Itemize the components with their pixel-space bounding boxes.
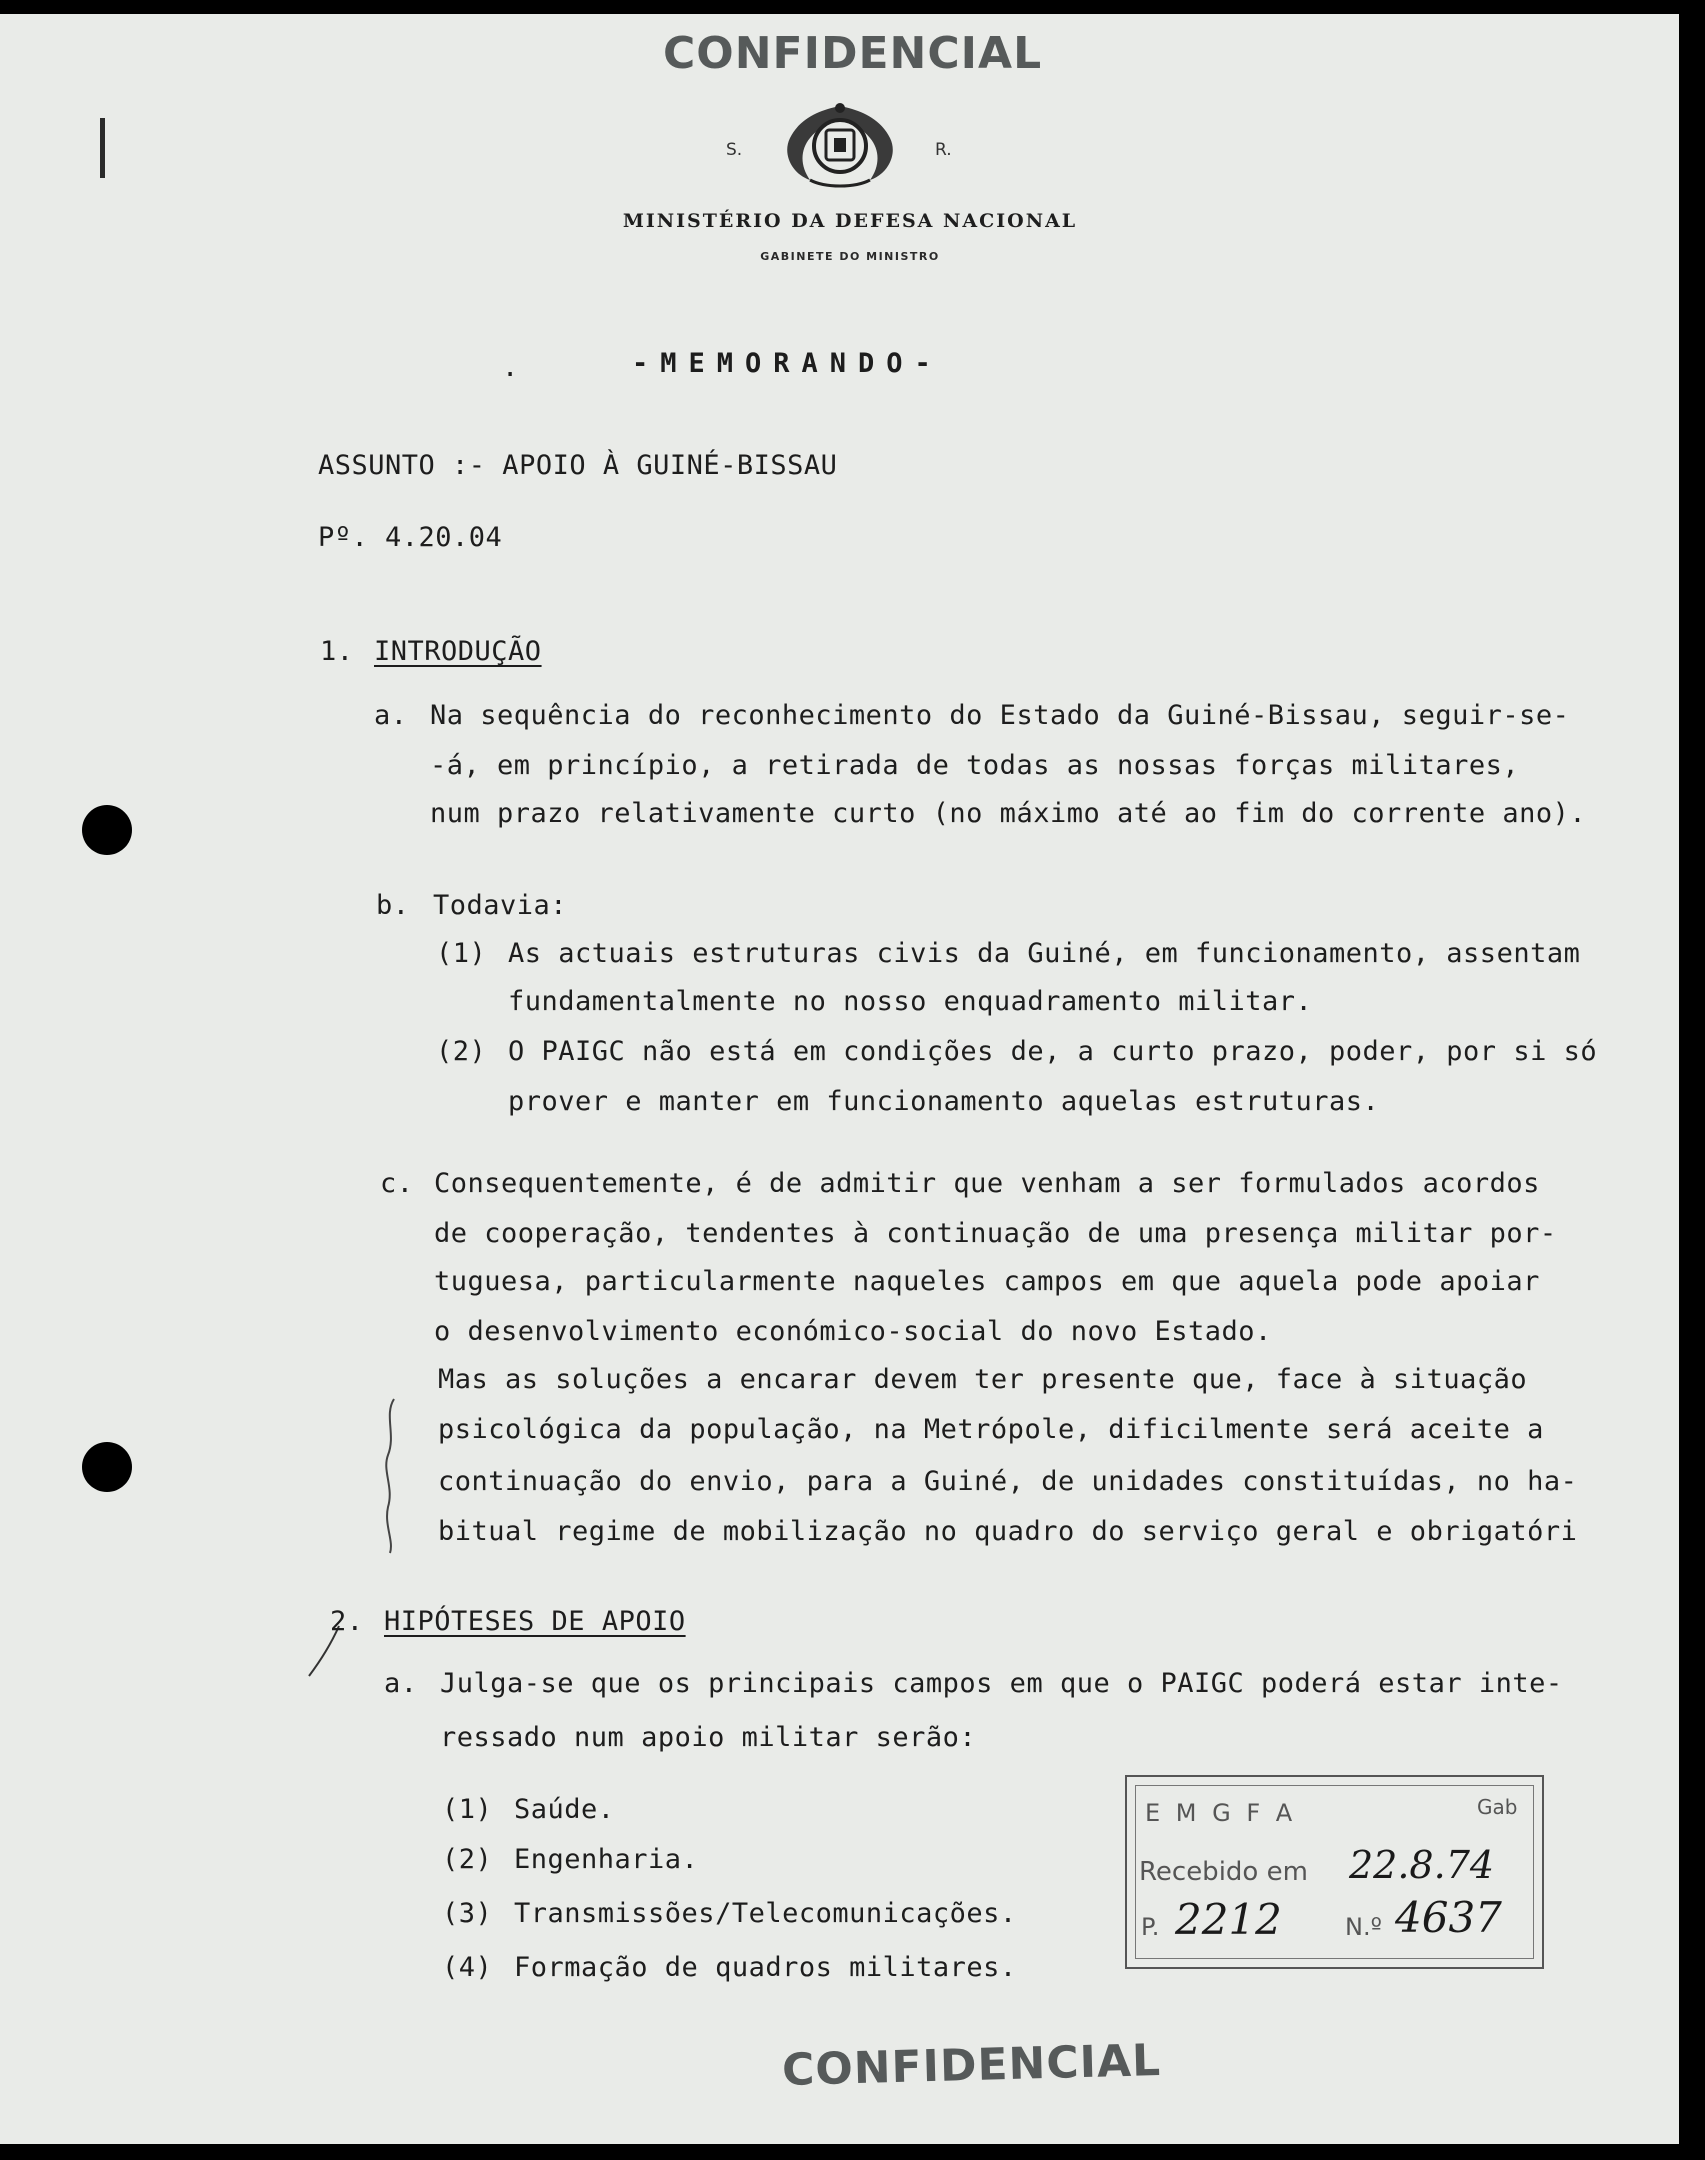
section1-b-marker: b.: [376, 890, 410, 921]
section1-a-marker: a.: [374, 700, 408, 731]
section2-item-marker: (4): [442, 1952, 493, 1983]
section1-heading: INTRODUÇÃO: [374, 636, 542, 667]
section2-a-line: ressado num apoio militar serão:: [440, 1722, 977, 1753]
coat-of-arms-emblem: [770, 98, 910, 190]
punch-hole: [82, 1442, 132, 1492]
section1-c-line: psicológica da população, na Metrópole, dificilmente será aceite a: [438, 1414, 1544, 1445]
section1-c-line: bitual regime de mobilização no quadro do serviço geral e obrigatóri: [438, 1516, 1578, 1547]
stamp-no-number: 4637: [1395, 1893, 1502, 1942]
section1-c-line: Consequentemente, é de admitir que venham a ser formulados acordos: [434, 1168, 1540, 1199]
punch-hole: [82, 805, 132, 855]
confidential-stamp-top: CONFIDENCIAL: [663, 28, 1043, 79]
section2-item-text: Saúde.: [514, 1794, 615, 1825]
header-right-letter: R.: [935, 140, 952, 160]
section1-a-line: num prazo relativamente curto (no máximo até ao fim do corrente ano).: [430, 798, 1587, 829]
section1-b-intro: Todavia:: [433, 890, 568, 921]
stamp-received-date: 22.8.74: [1349, 1843, 1495, 1887]
section2-item-marker: (1): [442, 1794, 493, 1825]
ministry-name: MINISTÉRIO DA DEFESA NACIONAL: [622, 210, 1078, 232]
section2-item-text: Formação de quadros militares.: [514, 1952, 1017, 1983]
section1-b1-line: As actuais estruturas civis da Guiné, em funcionamento, assentam: [508, 938, 1581, 969]
section2-item-marker: (3): [442, 1898, 493, 1929]
stamp-proc-number: 2212: [1175, 1895, 1282, 1944]
section1-b2-marker: (2): [436, 1036, 487, 1067]
memo-process-number: Pº. 4.20.04: [318, 522, 503, 553]
memo-title: -MEMORANDO-: [632, 348, 943, 379]
section1-number: 1.: [320, 636, 354, 667]
header-left-letter: S.: [726, 140, 743, 160]
section1-a-line: Na sequência do reconhecimento do Estado da Guiné-Bissau, seguir-se-: [430, 700, 1570, 731]
margin-brace-mark: [380, 1395, 400, 1555]
memo-subject: ASSUNTO :- APOIO À GUINÉ-BISSAU: [318, 450, 838, 481]
section2-number: 2.: [330, 1606, 364, 1637]
section2-item-text: Transmissões/Telecomunicações.: [514, 1898, 1017, 1929]
section2-heading: HIPÓTESES DE APOIO: [384, 1606, 686, 1637]
stamp-office: Gab: [1477, 1795, 1518, 1819]
section1-b1-marker: (1): [436, 938, 487, 969]
section2-item-text: Engenharia.: [514, 1844, 699, 1875]
section1-b2-line: O PAIGC não está em condições de, a curto prazo, poder, por si só: [508, 1036, 1598, 1067]
scan-border: [0, 2144, 1705, 2160]
stamp-received-label: Recebido em: [1139, 1857, 1308, 1887]
scan-border: [1679, 0, 1705, 2160]
emgfa-receipt-stamp: [1125, 1775, 1544, 1969]
confidential-stamp-bottom: CONFIDENCIAL: [781, 2035, 1162, 2096]
cabinet-name: GABINETE DO MINISTRO: [760, 250, 940, 263]
scan-border: [0, 0, 1705, 14]
section1-b2-line: prover e manter em funcionamento aquelas estruturas.: [508, 1086, 1380, 1117]
section1-c-line: Mas as soluções a encarar devem ter presente que, face à situação: [438, 1364, 1528, 1395]
section2-a-marker: a.: [384, 1668, 418, 1699]
section1-c-line: continuação do envio, para a Guiné, de unidades constituídas, no ha-: [438, 1466, 1578, 1497]
section1-c-line: tuguesa, particularmente naqueles campos em que aquela pode apoiar: [434, 1266, 1540, 1297]
section2-item-marker: (2): [442, 1844, 493, 1875]
section1-a-line: -á, em princípio, a retirada de todas as nossas forças militares,: [430, 750, 1520, 781]
section1-b1-line: fundamentalmente no nosso enquadramento militar.: [508, 986, 1313, 1017]
stamp-org: E M G F A: [1145, 1799, 1297, 1827]
section1-c-line: o desenvolvimento económico-social do novo Estado.: [434, 1316, 1272, 1347]
stamp-proc-label: P.: [1141, 1913, 1160, 1941]
stray-dot: .: [502, 352, 519, 383]
section1-c-line: de cooperação, tendentes à continuação de uma presença militar por-: [434, 1218, 1557, 1249]
section1-c-marker: c.: [380, 1168, 414, 1199]
margin-mark: [100, 118, 105, 178]
stamp-no-label: N.º: [1345, 1913, 1382, 1941]
section2-a-line: Julga-se que os principais campos em que o PAIGC poderá estar inte-: [440, 1668, 1563, 1699]
